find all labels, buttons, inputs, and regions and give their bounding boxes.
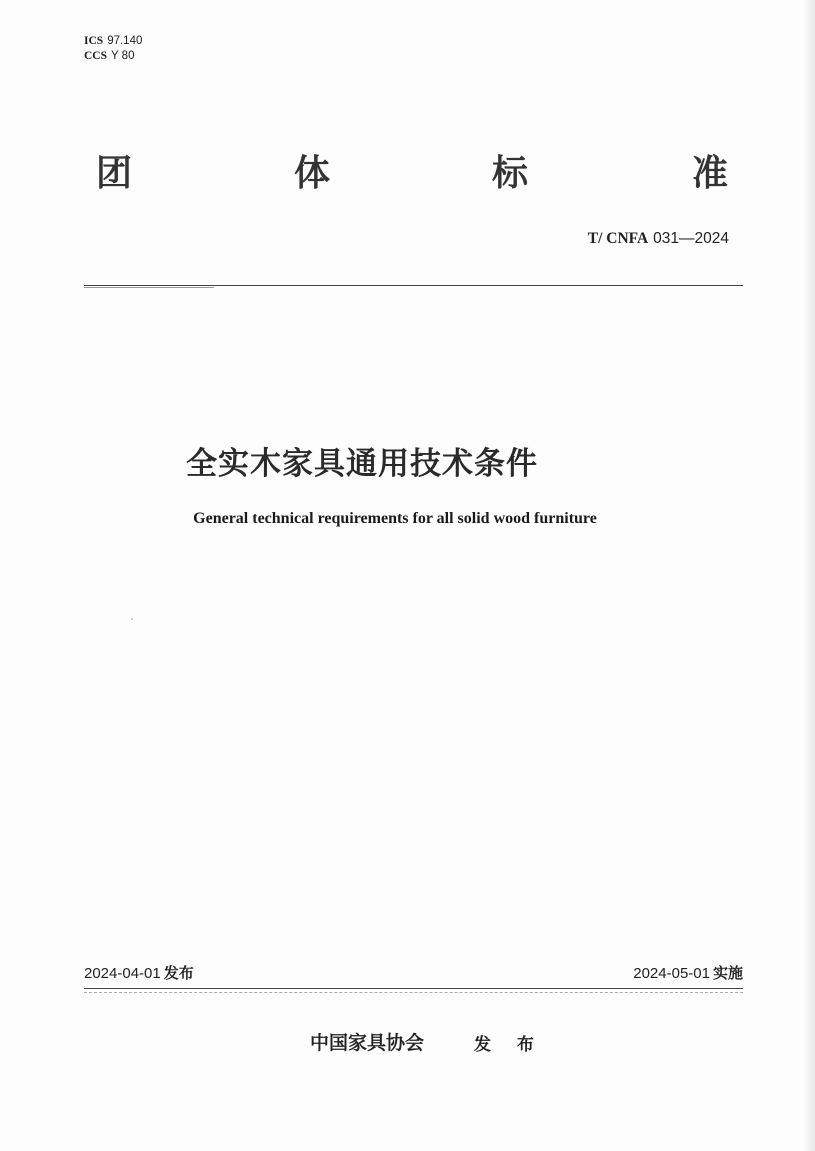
title-chinese: 全实木家具通用技术条件 [186,446,538,482]
publish-label: 发布 [163,964,194,982]
top-divider-accent [84,287,214,288]
issuer-name: 中国家具协会 [310,1032,425,1054]
publish-date: 2024-04-01 [84,965,161,982]
ccs-label: CCS [84,50,108,62]
issuer-action: 发 布 [474,1035,544,1055]
implement-date: 2024-05-01 [633,965,710,982]
scan-speck [131,618,133,620]
title-english: General technical requirements for all solid wood furniture [193,510,597,527]
standard-number-value: 031—2024 [653,230,729,247]
publish-date-block [84,962,194,983]
implement-date-block [633,962,743,983]
standard-type-char-4: 准 [692,153,729,194]
standard-type-char-3: 标 [492,153,529,194]
standard-number [588,229,729,248]
standard-number-prefix: T/ CNFA [587,230,649,247]
scan-edge-shadow [803,0,815,1151]
standard-type-char-1: 团 [96,153,133,194]
top-divider [84,285,743,286]
ccs-line [84,49,142,64]
bottom-divider-dashed [84,992,743,993]
bottom-divider [84,988,743,989]
ics-label: ICS [84,35,104,47]
standard-type-heading [96,150,736,198]
ics-code: 97.140 [107,35,143,47]
standard-type-char-2: 体 [294,153,331,194]
classification-codes [84,34,142,64]
ccs-code: Y 80 [111,50,135,62]
ics-line [84,34,142,49]
implement-label: 实施 [712,964,743,982]
